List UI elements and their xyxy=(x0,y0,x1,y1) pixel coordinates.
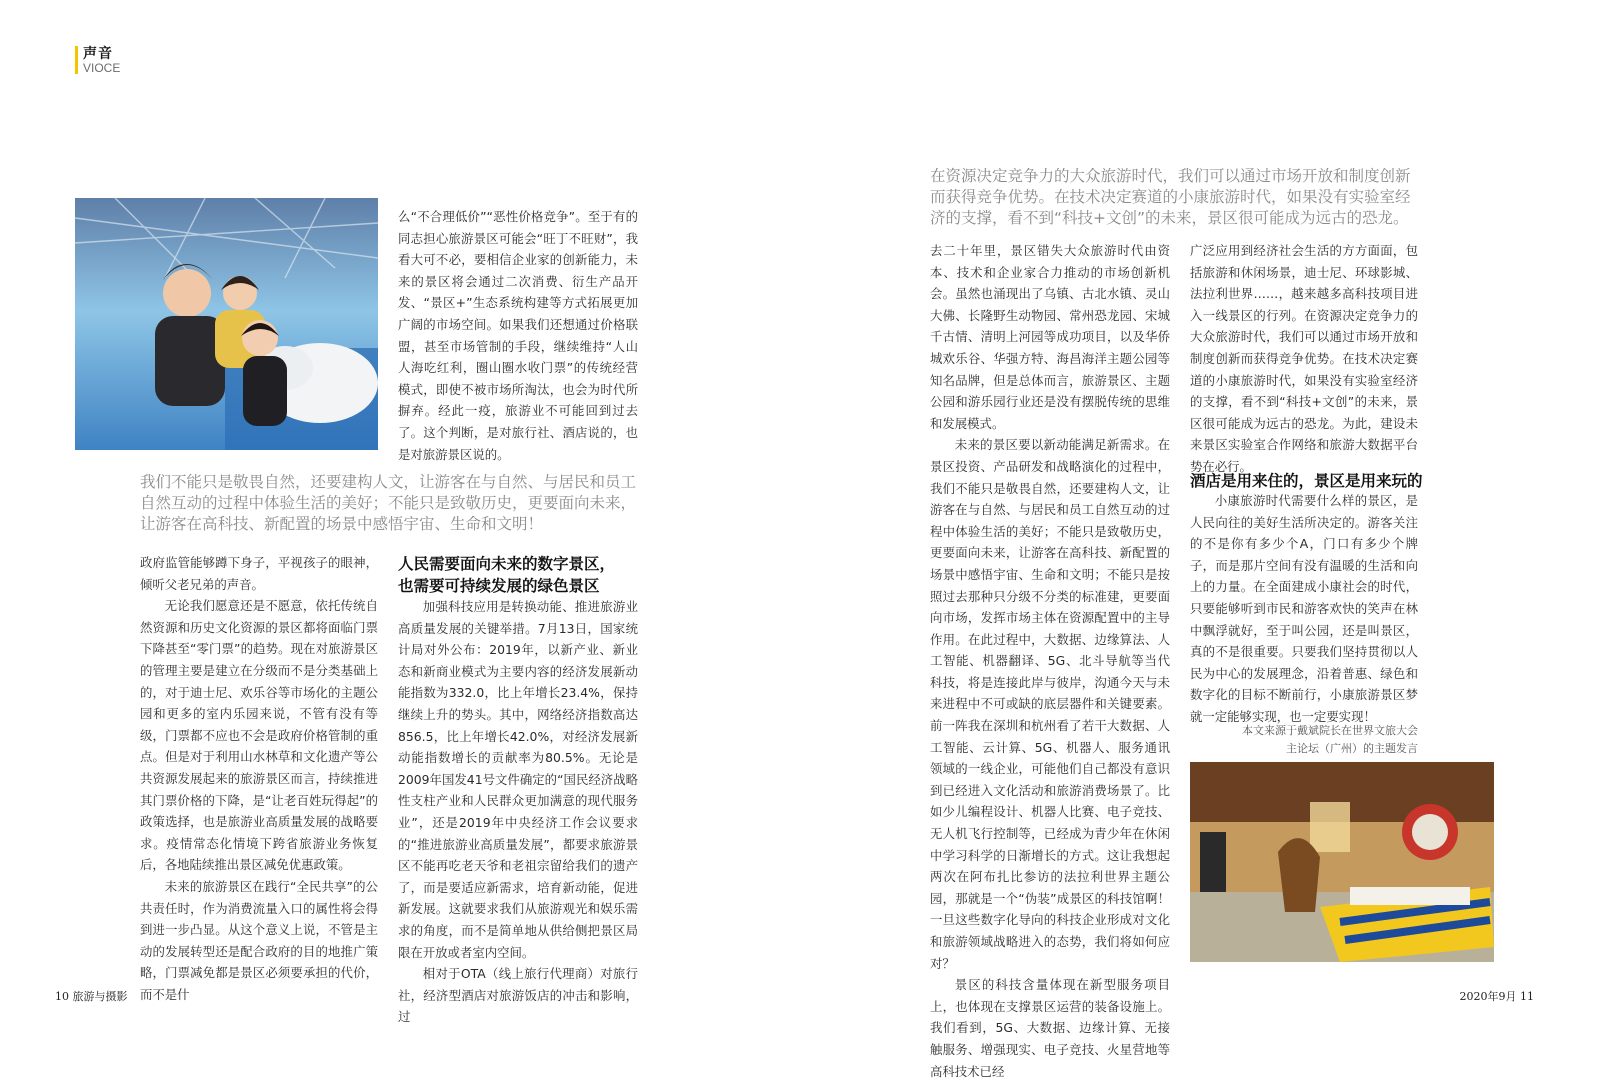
section-accent-bar xyxy=(75,46,78,74)
right-column-d xyxy=(1190,240,1418,478)
paragraph: 未来的旅游景区在践行“全民共享”的公共责任时，作为消费流量入口的属性将会得到进一步凸显。从这个意义上说，不管是主动的发展转型还是配合政府的目的地推广策略，门票减免都是景区必须要承担的代价，而不是什 xyxy=(140,878,378,1002)
paragraph: 未来的景区要以新动能满足新需求。在景区投资、产品研发和战略演化的过程中，我们不能只是敬畏自然，还要建构人文，让游客在与自然、与居民和员工自然互动的过程中体验生活的美好；不能只是致敬历史，更要面向未来，让游客在高科技、新配置的场景中感悟宇宙、生命和文明；不能只是按照过去那种只分级不分类的标准建，更要面向市场，发挥市场主体在资源配置中的主导作用。在此过程中，大数据、边缘算法、人工智能、机器翻译、5G、北斗导航等当代科技，将是连接此岸与彼岸，沟通今天与未来进程中不可或缺的底层器件和关键要素。前一阵我在深圳和杭州看了若干大数据、人工智能、云计算、5G、机器人、服务通讯领域的一线企业，可能他们自己都没有意识到已经进入文化活动和旅游消费场景了。比如少儿编程设计、机器人比赛、电子竞技、无人机飞行控制等，已经成为青少年在休闲中学习科学的日渐增长的方式。这让我想起两次在阿布扎比参访的法拉利世界主题公园，那就是一个“伪装”成景区的科技馆啊！一旦这些数字化导向的科技企业形成对文化和旅游领域战略进入的态势，我们将如何应对？ xyxy=(930,437,1170,971)
heading-digital-scenic xyxy=(398,553,638,597)
left-column-a xyxy=(140,552,378,1005)
left-column-b xyxy=(398,596,638,1028)
section-title: 声音 xyxy=(83,46,113,62)
footer-right: 2020年9月 11 xyxy=(1459,990,1534,1003)
section-subtitle: VIOCE xyxy=(83,61,121,75)
paragraph: 政府监管能够蹲下身子，平视孩子的眼神，倾听父老兄弟的声音。 xyxy=(140,555,378,592)
themed-hotel-room-photo xyxy=(1190,762,1494,962)
credit-line: 主论坛（广州）的主题发言 xyxy=(1286,742,1418,755)
left-top-column xyxy=(398,206,638,465)
paragraph: 去二十年里，景区错失大众旅游时代由资本、技术和企业家合力推动的市场创新机会。虽然也涌现出了乌镇、古北水镇、灵山大佛、长隆野生动物园、常州恐龙园、宋城千古情、清明上河园等成功项目，以及华侨城欢乐谷、华强方特、海昌海洋主题公园等知名品牌，但是总体而言，旅游景区、主题公园和游乐园行业还是没有摆脱传统的思维和发展模式。 xyxy=(930,243,1170,431)
pull-quote-right: 在资源决定竞争力的大众旅游时代，我们可以通过市场开放和制度创新而获得竞争优势。在技术决定赛道的小康旅游时代，如果没有实验室经济的支撑，看不到“科技+文创”的未来，景区很可能成为远古的恐龙。 xyxy=(930,167,1411,227)
paragraph: 无论我们愿意还是不愿意，依托传统自然资源和历史文化资源的景区都将面临门票下降甚至“零门票”的趋势。现在对旅游景区的管理主要是建立在分级而不是分类基础上的，对于迪士尼、欢乐谷等市场化的主题公园和更多的室内乐园来说，不管有没有等级，门票都不应也不会是政府价格管制的重点。但是对于利用山水林草和文化遗产等公共资源发展起来的旅游景区而言，持续推进其门票价格的下降，是“让老百姓玩得起”的政策选择，也是旅游业高质量发展的战略要求。疫情常态化情境下跨省旅游业务恢复后，各地陆续推出景区减免优惠政策。 xyxy=(140,598,378,873)
aquarium-family-photo xyxy=(75,198,378,450)
paragraph: 么“不合理低价”“恶性价格竞争”。至于有的同志担心旅游景区可能会“旺丁不旺财”，我看大可不必，要相信企业家的创新能力，未来的景区将会通过二次消费、衍生产品开发、“景区+”生态系统构建等方式拓展更加广阔的市场空间。如果我们还想通过价格联盟，甚至市场管制的手段，继续维持“人山人海吃红利，圈山圈水收门票”的传统经营模式，即使不被市场所淘汰，也会为时代所摒弃。经此一疫，旅游业不可能回到过去了。这个判断，是对旅行社、酒店说的，也是对旅游景区说的。 xyxy=(398,209,638,462)
right-column-d2 xyxy=(1190,490,1418,728)
paragraph: 相对于OTA（线上旅行代理商）对旅行社，经济型酒店对旅游饭店的冲击和影响，过 xyxy=(398,966,638,1025)
heading-line: 也需要可持续发展的绿色景区 xyxy=(398,577,600,595)
paragraph: 加强科技应用是转换动能、推进旅游业高质量发展的关键举措。7月13日，国家统计局对外公布：2019年，以新产业、新业态和新商业模式为主要内容的经济发展新动能指数为332.0，比上年增长23.4%，保持继续上升的势头。其中，网络经济指数高达856.5，比上年增长42.0%，对经济发展新动能指数增长的贡献率为80.5%。无论是2009年国发41号文件确定的“国民经济战略性支柱产业和人民群众更加满意的现代服务业”，还是2019年中央经济工作会议要求的“推进旅游业高质量发展”，都要求旅游景区不能再吃老天爷和老祖宗留给我们的遗产了，而是要适应新需求，培育新动能，促进新发展。这就要求我们从旅游观光和娱乐需求的角度，而不是简单地从供给侧把景区局限在开放或者室内空间。 xyxy=(398,599,638,960)
paragraph: 广泛应用到经济社会生活的方方面面，包括旅游和休闲场景，迪士尼、环球影城、法拉利世界……，越来越多高科技项目进入一线景区的行列。在资源决定竞争力的大众旅游时代，我们可以通过市场开放和制度创新而获得竞争优势。在技术决定赛道的小康旅游时代，如果没有实验室经济的支撑，看不到“科技+文创”的未来，景区很可能成为远古的恐龙。为此，建设未来景区实验室合作网络和旅游大数据平台势在必行。 xyxy=(1190,243,1418,474)
right-column-c xyxy=(930,240,1170,1082)
paragraph: 小康旅游时代需要什么样的景区，是人民向往的美好生活所决定的。游客关注的不是你有多少个A，门口有多少个牌子，而是那片空间有没有温暖的生活和向上的力量。在全面建成小康社会的时代，只要能够听到市民和游客欢快的笑声在林中飘浮就好，至于叫公园，还是叫景区，真的不是很重要。只要我们坚持贯彻以人民为中心的发展理念，沿着普惠、绿色和数字化的目标不断前行，小康旅游景区梦就一定能够实现，也一定要实现！ xyxy=(1190,493,1418,724)
heading-line: 人民需要面向未来的数字景区， xyxy=(398,555,616,573)
credit-line: 本文来源于戴斌院长在世界文旅大会 xyxy=(1242,724,1418,737)
footer-left: 10 旅游与摄影 xyxy=(55,990,128,1003)
heading-hotel-scenic: 酒店是用来住的，景区是用来玩的 xyxy=(1190,472,1423,490)
article-credit xyxy=(1200,722,1418,758)
paragraph: 景区的科技含量体现在新型服务项目上，也体现在支撑景区运营的装备设施上。我们看到，5G、大数据、边缘计算、无接触服务、增强现实、电子竞技、火星营地等高科技术已经 xyxy=(930,977,1170,1079)
pull-quote-left: 我们不能只是敬畏自然，还要建构人文，让游客在与自然、与居民和员工自然互动的过程中体验生活的美好；不能只是致敬历史，更要面向未来，让游客在高科技、新配置的场景中感悟宇宙、生命和文明！ xyxy=(140,473,637,533)
